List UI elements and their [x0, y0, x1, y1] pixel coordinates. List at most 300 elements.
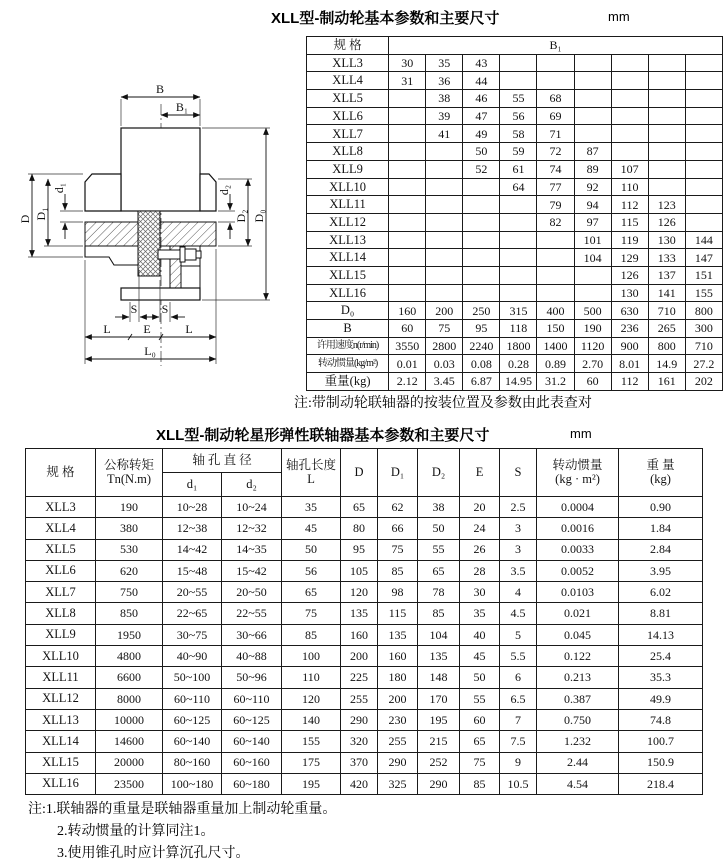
cell	[426, 143, 463, 161]
wheel-rim	[121, 288, 200, 300]
row-label: XLL14	[307, 249, 389, 267]
table-row	[307, 373, 723, 391]
cell: 75	[460, 752, 500, 773]
cell	[426, 231, 463, 249]
cell: 71	[537, 125, 574, 143]
cell: 112	[611, 196, 648, 214]
row-label: XLL11	[307, 196, 389, 214]
cell: 35	[426, 54, 463, 72]
cell: 26	[460, 539, 500, 560]
left-hub	[85, 174, 121, 211]
cell: 0.28	[500, 355, 537, 373]
col-header-E: E	[460, 449, 500, 497]
cell: 15~48	[163, 560, 222, 581]
torque-header-line1: 公称转矩	[103, 458, 154, 473]
cell: 77	[537, 178, 574, 196]
dim-label-D0: D₀	[252, 209, 266, 223]
cell: 65	[460, 731, 500, 752]
cell: 60	[574, 373, 611, 391]
cell: 59	[500, 143, 537, 161]
inertia-header	[537, 449, 619, 497]
row-label: XLL4	[307, 72, 389, 90]
cell	[500, 54, 537, 72]
bot-table-body	[26, 497, 703, 795]
row-label: 重量(kg)	[307, 373, 389, 391]
row-label: XLL14	[26, 731, 96, 752]
cell	[426, 249, 463, 267]
cell: 1950	[96, 624, 163, 645]
cell	[463, 178, 500, 196]
row-label: XLL10	[307, 178, 389, 196]
cell: 104	[418, 624, 460, 645]
row-label: XLL16	[307, 284, 389, 302]
cell: 0.750	[537, 709, 619, 730]
cell	[463, 213, 500, 231]
top-title: XLL型-制动轮基本参数和主要尺寸	[271, 10, 500, 27]
cell: 43	[463, 54, 500, 72]
table-row	[307, 320, 723, 338]
cell: 2.44	[537, 752, 619, 773]
dim-label-B1: B₁	[175, 100, 189, 114]
cell	[389, 266, 426, 284]
col-header-S: S	[500, 449, 537, 497]
cell: 40	[460, 624, 500, 645]
table-row	[307, 337, 723, 355]
weight-header-line1: 重 量	[646, 458, 675, 473]
cell	[574, 54, 611, 72]
cell: 75	[282, 603, 341, 624]
cell: 85	[282, 624, 341, 645]
cell: 130	[648, 231, 685, 249]
cell	[426, 213, 463, 231]
cell: 161	[648, 373, 685, 391]
table-row	[26, 560, 703, 581]
cell: 2.84	[619, 539, 703, 560]
cell	[426, 196, 463, 214]
cell: 115	[378, 603, 418, 624]
cell: 160	[389, 302, 426, 320]
cell	[389, 160, 426, 178]
cell: 225	[341, 667, 378, 688]
cell	[500, 213, 537, 231]
cell	[648, 90, 685, 108]
table-row	[26, 731, 703, 752]
col-header-D2: D₂	[418, 449, 460, 497]
table-row	[307, 231, 723, 249]
drawing-container	[8, 64, 300, 407]
cell	[500, 266, 537, 284]
cell: 58	[500, 125, 537, 143]
cell: 0.045	[537, 624, 619, 645]
cell: 14.9	[648, 355, 685, 373]
left-hub-section-hatch	[85, 222, 138, 246]
cell: 50~96	[222, 667, 282, 688]
cell: 79	[537, 196, 574, 214]
cell: 38	[426, 90, 463, 108]
row-label: XLL10	[26, 646, 96, 667]
cell: 14~42	[163, 539, 222, 560]
cell: 400	[537, 302, 574, 320]
cell	[685, 107, 722, 125]
cell: 155	[282, 731, 341, 752]
cell: 6	[500, 667, 537, 688]
cell	[389, 213, 426, 231]
row-label: XLL8	[26, 603, 96, 624]
inertia-header-line1: 转动惯量	[552, 458, 603, 473]
cell: 230	[378, 709, 418, 730]
bore-length-header	[282, 449, 341, 497]
cell: 0.0052	[537, 560, 619, 581]
table-row	[26, 497, 703, 518]
table-row	[307, 355, 723, 373]
cell: 60~140	[222, 731, 282, 752]
cell: 200	[426, 302, 463, 320]
right-hub	[200, 174, 216, 211]
row-label: XLL12	[307, 213, 389, 231]
cell: 72	[537, 143, 574, 161]
cell	[685, 72, 722, 90]
cell: 85	[378, 560, 418, 581]
table-row	[26, 539, 703, 560]
cell: 35.3	[619, 667, 703, 688]
cell: 74.8	[619, 709, 703, 730]
cell: 30~75	[163, 624, 222, 645]
cell: 31	[389, 72, 426, 90]
cell: 112	[611, 373, 648, 391]
table-row	[26, 646, 703, 667]
cell: 60~180	[222, 773, 282, 794]
dim-label-d1: d₁	[52, 182, 66, 194]
cell: 89	[574, 160, 611, 178]
cell	[537, 249, 574, 267]
cell: 320	[341, 731, 378, 752]
cell: 236	[611, 320, 648, 338]
cell	[463, 196, 500, 214]
cell: 119	[611, 231, 648, 249]
cell: 141	[648, 284, 685, 302]
cell: 62	[378, 497, 418, 518]
cell: 123	[648, 196, 685, 214]
cell: 40~90	[163, 646, 222, 667]
cell: 100.7	[619, 731, 703, 752]
row-label: 转动惯量(kg/m²)	[307, 355, 389, 373]
cell: 900	[611, 337, 648, 355]
note-line-2: 2.转动惯量的计算同注1。	[57, 824, 215, 839]
table-row	[307, 249, 723, 267]
cell	[685, 178, 722, 196]
cell	[574, 107, 611, 125]
brake-wheel-body	[121, 128, 200, 211]
cell: 170	[418, 688, 460, 709]
cell: 20	[460, 497, 500, 518]
cell: 60~125	[163, 709, 222, 730]
cell: 0.387	[537, 688, 619, 709]
row-label: XLL7	[307, 125, 389, 143]
table-row	[307, 90, 723, 108]
cell: 80~160	[163, 752, 222, 773]
table-row	[307, 196, 723, 214]
cell: 129	[611, 249, 648, 267]
cell: 147	[685, 249, 722, 267]
cell: 5.5	[500, 646, 537, 667]
cell: 74	[537, 160, 574, 178]
cell: 133	[648, 249, 685, 267]
bottom-unit-label: mm	[570, 426, 592, 441]
cell	[537, 72, 574, 90]
cell: 800	[648, 337, 685, 355]
cell: 126	[648, 213, 685, 231]
cell: 75	[378, 539, 418, 560]
cell: 3	[500, 518, 537, 539]
cell	[685, 90, 722, 108]
cell: 2.70	[574, 355, 611, 373]
bottom-notes	[28, 799, 336, 865]
cell: 8.01	[611, 355, 648, 373]
cell	[648, 178, 685, 196]
cell	[389, 178, 426, 196]
cell: 45	[460, 646, 500, 667]
cell	[463, 284, 500, 302]
cell	[648, 72, 685, 90]
dim-label-L-right: L	[185, 322, 193, 336]
cell: 0.90	[619, 497, 703, 518]
cell	[537, 54, 574, 72]
cell: 97	[574, 213, 611, 231]
cell: 36	[426, 72, 463, 90]
cell: 60~110	[163, 688, 222, 709]
inertia-header-line2: (kg · m²)	[555, 471, 600, 486]
cell: 0.03	[426, 355, 463, 373]
cell: 180	[378, 667, 418, 688]
cell: 151	[685, 266, 722, 284]
table-row	[307, 213, 723, 231]
col-header-d2: d₂	[222, 473, 282, 497]
cell: 49.9	[619, 688, 703, 709]
cell: 3.5	[500, 560, 537, 581]
cell	[574, 125, 611, 143]
row-label: XLL3	[26, 497, 96, 518]
cell: 14600	[96, 731, 163, 752]
coupling-params-table	[25, 448, 703, 795]
cell: 1.232	[537, 731, 619, 752]
cell: 315	[500, 302, 537, 320]
row-label: XLL5	[307, 90, 389, 108]
table-row	[307, 266, 723, 284]
cell	[500, 196, 537, 214]
cell: 55	[418, 539, 460, 560]
cell: 78	[418, 582, 460, 603]
cell: 200	[378, 688, 418, 709]
cell: 20~55	[163, 582, 222, 603]
cell: 10.5	[500, 773, 537, 794]
cell: 100~180	[163, 773, 222, 794]
cell: 12~38	[163, 518, 222, 539]
cell: 135	[341, 603, 378, 624]
table-row	[26, 773, 703, 794]
cell: 710	[648, 302, 685, 320]
cell: 65	[282, 582, 341, 603]
cell: 137	[648, 266, 685, 284]
cell: 50	[282, 539, 341, 560]
cell	[389, 90, 426, 108]
cell	[389, 249, 426, 267]
row-label: XLL5	[26, 539, 96, 560]
cell: 120	[341, 582, 378, 603]
bottom-title: XLL型-制动轮星形弹性联轴器基本参数和主要尺寸	[156, 427, 490, 444]
cell: 120	[282, 688, 341, 709]
table-row	[26, 709, 703, 730]
cell: 30	[389, 54, 426, 72]
cell: 290	[418, 773, 460, 794]
table-row	[26, 667, 703, 688]
table-row	[307, 54, 723, 72]
cell: 41	[426, 125, 463, 143]
cell: 0.89	[537, 355, 574, 373]
cell: 620	[96, 560, 163, 581]
cell: 0.122	[537, 646, 619, 667]
cell: 87	[574, 143, 611, 161]
cell	[574, 284, 611, 302]
cell: 60	[460, 709, 500, 730]
cell: 60~140	[163, 731, 222, 752]
cell: 255	[341, 688, 378, 709]
cell: 150	[537, 320, 574, 338]
cell	[611, 143, 648, 161]
row-label: XLL11	[26, 667, 96, 688]
cell: 1400	[537, 337, 574, 355]
cell: 265	[648, 320, 685, 338]
dim-label-L-left: L	[103, 322, 111, 336]
cell: 0.0033	[537, 539, 619, 560]
cell: 28	[460, 560, 500, 581]
cell: 39	[426, 107, 463, 125]
cell	[537, 284, 574, 302]
cell: 38	[418, 497, 460, 518]
cell: 160	[341, 624, 378, 645]
table-row	[26, 518, 703, 539]
cell: 55	[460, 688, 500, 709]
cell: 31.2	[537, 373, 574, 391]
cell: 6.02	[619, 582, 703, 603]
cell: 8000	[96, 688, 163, 709]
cell	[463, 231, 500, 249]
cell: 105	[341, 560, 378, 581]
dim-label-B: B	[155, 82, 165, 96]
row-label: XLL9	[307, 160, 389, 178]
cell	[648, 54, 685, 72]
cell: 850	[96, 603, 163, 624]
dim-label-D2: D₂	[234, 209, 248, 223]
cell: 95	[463, 320, 500, 338]
cell: 118	[500, 320, 537, 338]
dim-label-L0: L₀	[144, 344, 156, 358]
cell: 14~35	[222, 539, 282, 560]
top-unit-label: mm	[608, 9, 630, 24]
cell: 2.5	[500, 497, 537, 518]
cell: 3550	[389, 337, 426, 355]
bot-header-row-1	[26, 449, 703, 473]
cell: 82	[537, 213, 574, 231]
cell: 3.45	[426, 373, 463, 391]
cell: 6.5	[500, 688, 537, 709]
row-label: XLL9	[26, 624, 96, 645]
cell: 46	[463, 90, 500, 108]
cell: 98	[378, 582, 418, 603]
row-label: XLL8	[307, 143, 389, 161]
cell: 40~88	[222, 646, 282, 667]
cell: 190	[96, 497, 163, 518]
cell: 190	[574, 320, 611, 338]
cell: 50	[463, 143, 500, 161]
cell: 195	[282, 773, 341, 794]
cell	[426, 178, 463, 196]
cell	[574, 266, 611, 284]
cell: 4.54	[537, 773, 619, 794]
cell	[685, 54, 722, 72]
cell	[685, 125, 722, 143]
cell: 130	[611, 284, 648, 302]
cell: 380	[96, 518, 163, 539]
cell: 64	[500, 178, 537, 196]
cell	[500, 284, 537, 302]
cell: 1800	[500, 337, 537, 355]
dim-label-D1: D₁	[34, 207, 48, 221]
cell: 66	[378, 518, 418, 539]
table-row	[307, 143, 723, 161]
cell: 750	[96, 582, 163, 603]
cell: 0.021	[537, 603, 619, 624]
row-label: XLL16	[26, 773, 96, 794]
cell: 325	[378, 773, 418, 794]
cell: 135	[378, 624, 418, 645]
cell: 52	[463, 160, 500, 178]
cell: 370	[341, 752, 378, 773]
table-row	[307, 72, 723, 90]
dim-label-d2: d₂	[217, 184, 231, 196]
cell	[426, 284, 463, 302]
row-label: XLL7	[26, 582, 96, 603]
cell: 9	[500, 752, 537, 773]
cell: 0.08	[463, 355, 500, 373]
cell: 0.213	[537, 667, 619, 688]
cell: 300	[685, 320, 722, 338]
row-label: XLL13	[307, 231, 389, 249]
cell: 25.4	[619, 646, 703, 667]
cell: 255	[378, 731, 418, 752]
cell	[611, 125, 648, 143]
cell: 60~110	[222, 688, 282, 709]
cell: 85	[460, 773, 500, 794]
cell: 55	[500, 90, 537, 108]
cell: 800	[685, 302, 722, 320]
cell: 500	[574, 302, 611, 320]
cell	[389, 231, 426, 249]
cell	[500, 249, 537, 267]
spec-column-header: 规 格	[307, 37, 389, 55]
cell: 60~125	[222, 709, 282, 730]
cell: 110	[611, 178, 648, 196]
cell	[537, 266, 574, 284]
cell: 30	[460, 582, 500, 603]
cell: 14.95	[500, 373, 537, 391]
cell: 630	[611, 302, 648, 320]
cell: 8.81	[619, 603, 703, 624]
cell	[648, 125, 685, 143]
bore-diameter-header: 轴 孔 直 径	[163, 449, 282, 473]
row-label: 许用速度n(r/min)	[307, 337, 389, 355]
cell: 0.0016	[537, 518, 619, 539]
bore-length-line2: L	[307, 471, 315, 486]
